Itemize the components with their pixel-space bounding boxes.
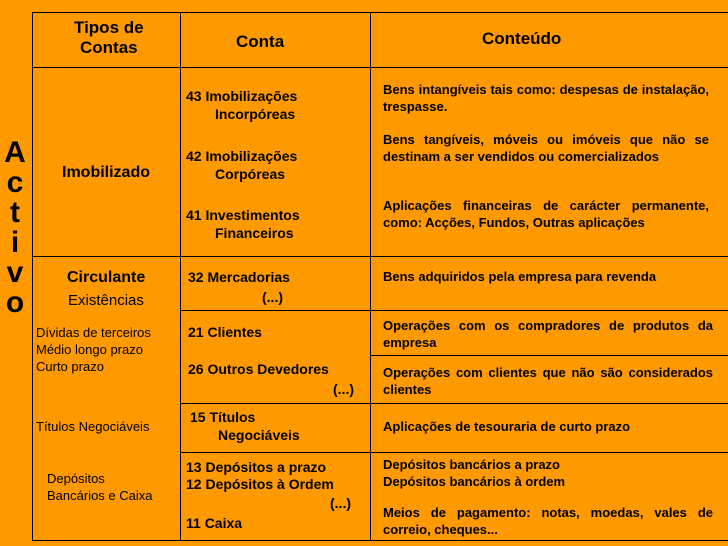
grid-line: [370, 355, 728, 356]
account-32-more: (...): [262, 289, 283, 305]
account-15: [190, 408, 300, 444]
content-imobilizado-42: Bens tangíveis, móveis ou imóveis que não se destinam a ser vendidos ou comercializados: [383, 132, 709, 164]
grid-line: [32, 67, 728, 68]
account-43: [186, 87, 297, 123]
account-21: 21 Clientes: [188, 324, 262, 340]
account-11: 11 Caixa: [186, 515, 243, 531]
side-label-activo: [0, 138, 30, 318]
depositos-line: Bancários e Caixa: [47, 488, 153, 503]
account-42-line2: Corpóreas: [215, 166, 286, 182]
content-imobilizado-41: Aplicações financeiras de carácter permanente, como: Acções, Fundos, Outras aplicações: [383, 198, 709, 230]
content-depositos-ordem: Depósitos bancários à ordem: [383, 474, 566, 489]
circulante-label: Circulante: [67, 269, 146, 286]
account-42: [186, 147, 297, 183]
account-13: 13 Depósitos a prazo: [186, 459, 327, 475]
grid-line: [32, 540, 728, 541]
grid-line: [32, 256, 728, 257]
grid-line: [370, 12, 371, 541]
account-15-line2: Negociáveis: [218, 427, 300, 443]
header-conteudo: Conteúdo: [482, 29, 562, 48]
side-letter: c: [6, 166, 24, 199]
account-41-line2: Financeiros: [215, 225, 294, 241]
content-clientes: Operações com os compradores de produtos da empresa: [383, 318, 713, 350]
account-42-line1: 42 Imobilizações: [186, 148, 298, 164]
account-15-line1: 15 Títulos: [190, 409, 256, 425]
header-tipos-de-contas: [74, 18, 174, 58]
grid-line: [180, 12, 181, 541]
side-letter: v: [6, 256, 24, 289]
account-32: 32 Mercadorias: [188, 269, 290, 285]
side-letter: o: [5, 286, 25, 319]
side-letter: t: [10, 196, 20, 229]
account-43-line1: 43 Imobilizações: [186, 88, 298, 104]
dividas-label: [36, 324, 151, 375]
content-titulos: Aplicações de tesouraria de curto prazo: [383, 419, 631, 434]
account-43-line2: Incorpóreas: [215, 106, 296, 122]
header-tipos-line2: Contas: [80, 38, 138, 57]
content-caixa: Meios de pagamento: notas, moedas, vales de correio, cheques...: [383, 505, 713, 537]
grid-line: [32, 12, 728, 13]
content-imobilizado-43: Bens intangíveis tais como: despesas de instalação, trespasse.: [383, 82, 709, 114]
existencias-label: Existências: [68, 292, 144, 309]
account-26-more: (...): [333, 381, 354, 397]
side-letter: A: [4, 136, 26, 169]
side-letter: i: [10, 226, 20, 259]
account-12: 12 Depósitos à Ordem: [186, 476, 334, 492]
grid-line: [32, 12, 33, 541]
dividas-line: Dívidas de terceiros: [36, 325, 151, 340]
account-41: [186, 206, 300, 242]
imobilizado-label: Imobilizado: [62, 164, 150, 181]
grid-line: [180, 403, 728, 404]
account-41-line1: 41 Investimentos: [186, 207, 300, 223]
account-26: 26 Outros Devedores: [188, 361, 329, 377]
content-depositos-prazo: Depósitos bancários a prazo: [383, 457, 560, 472]
grid-line: [180, 310, 728, 311]
depositos-line: Depósitos: [47, 471, 105, 486]
content-mercadorias: Bens adquiridos pela empresa para revenda: [383, 269, 657, 284]
grid-line: [180, 452, 728, 453]
header-tipos-line1: Tipos de: [74, 18, 144, 37]
content-outros-devedores: Operações com clientes que não são considerados clientes: [383, 365, 713, 397]
account-12-more: (...): [330, 495, 351, 511]
dividas-line: Médio longo prazo: [36, 342, 143, 357]
dividas-line: Curto prazo: [36, 359, 104, 374]
depositos-label: [47, 470, 153, 504]
titulos-negociaveis-label: Títulos Negociáveis: [36, 419, 150, 434]
header-conta: Conta: [236, 32, 285, 51]
